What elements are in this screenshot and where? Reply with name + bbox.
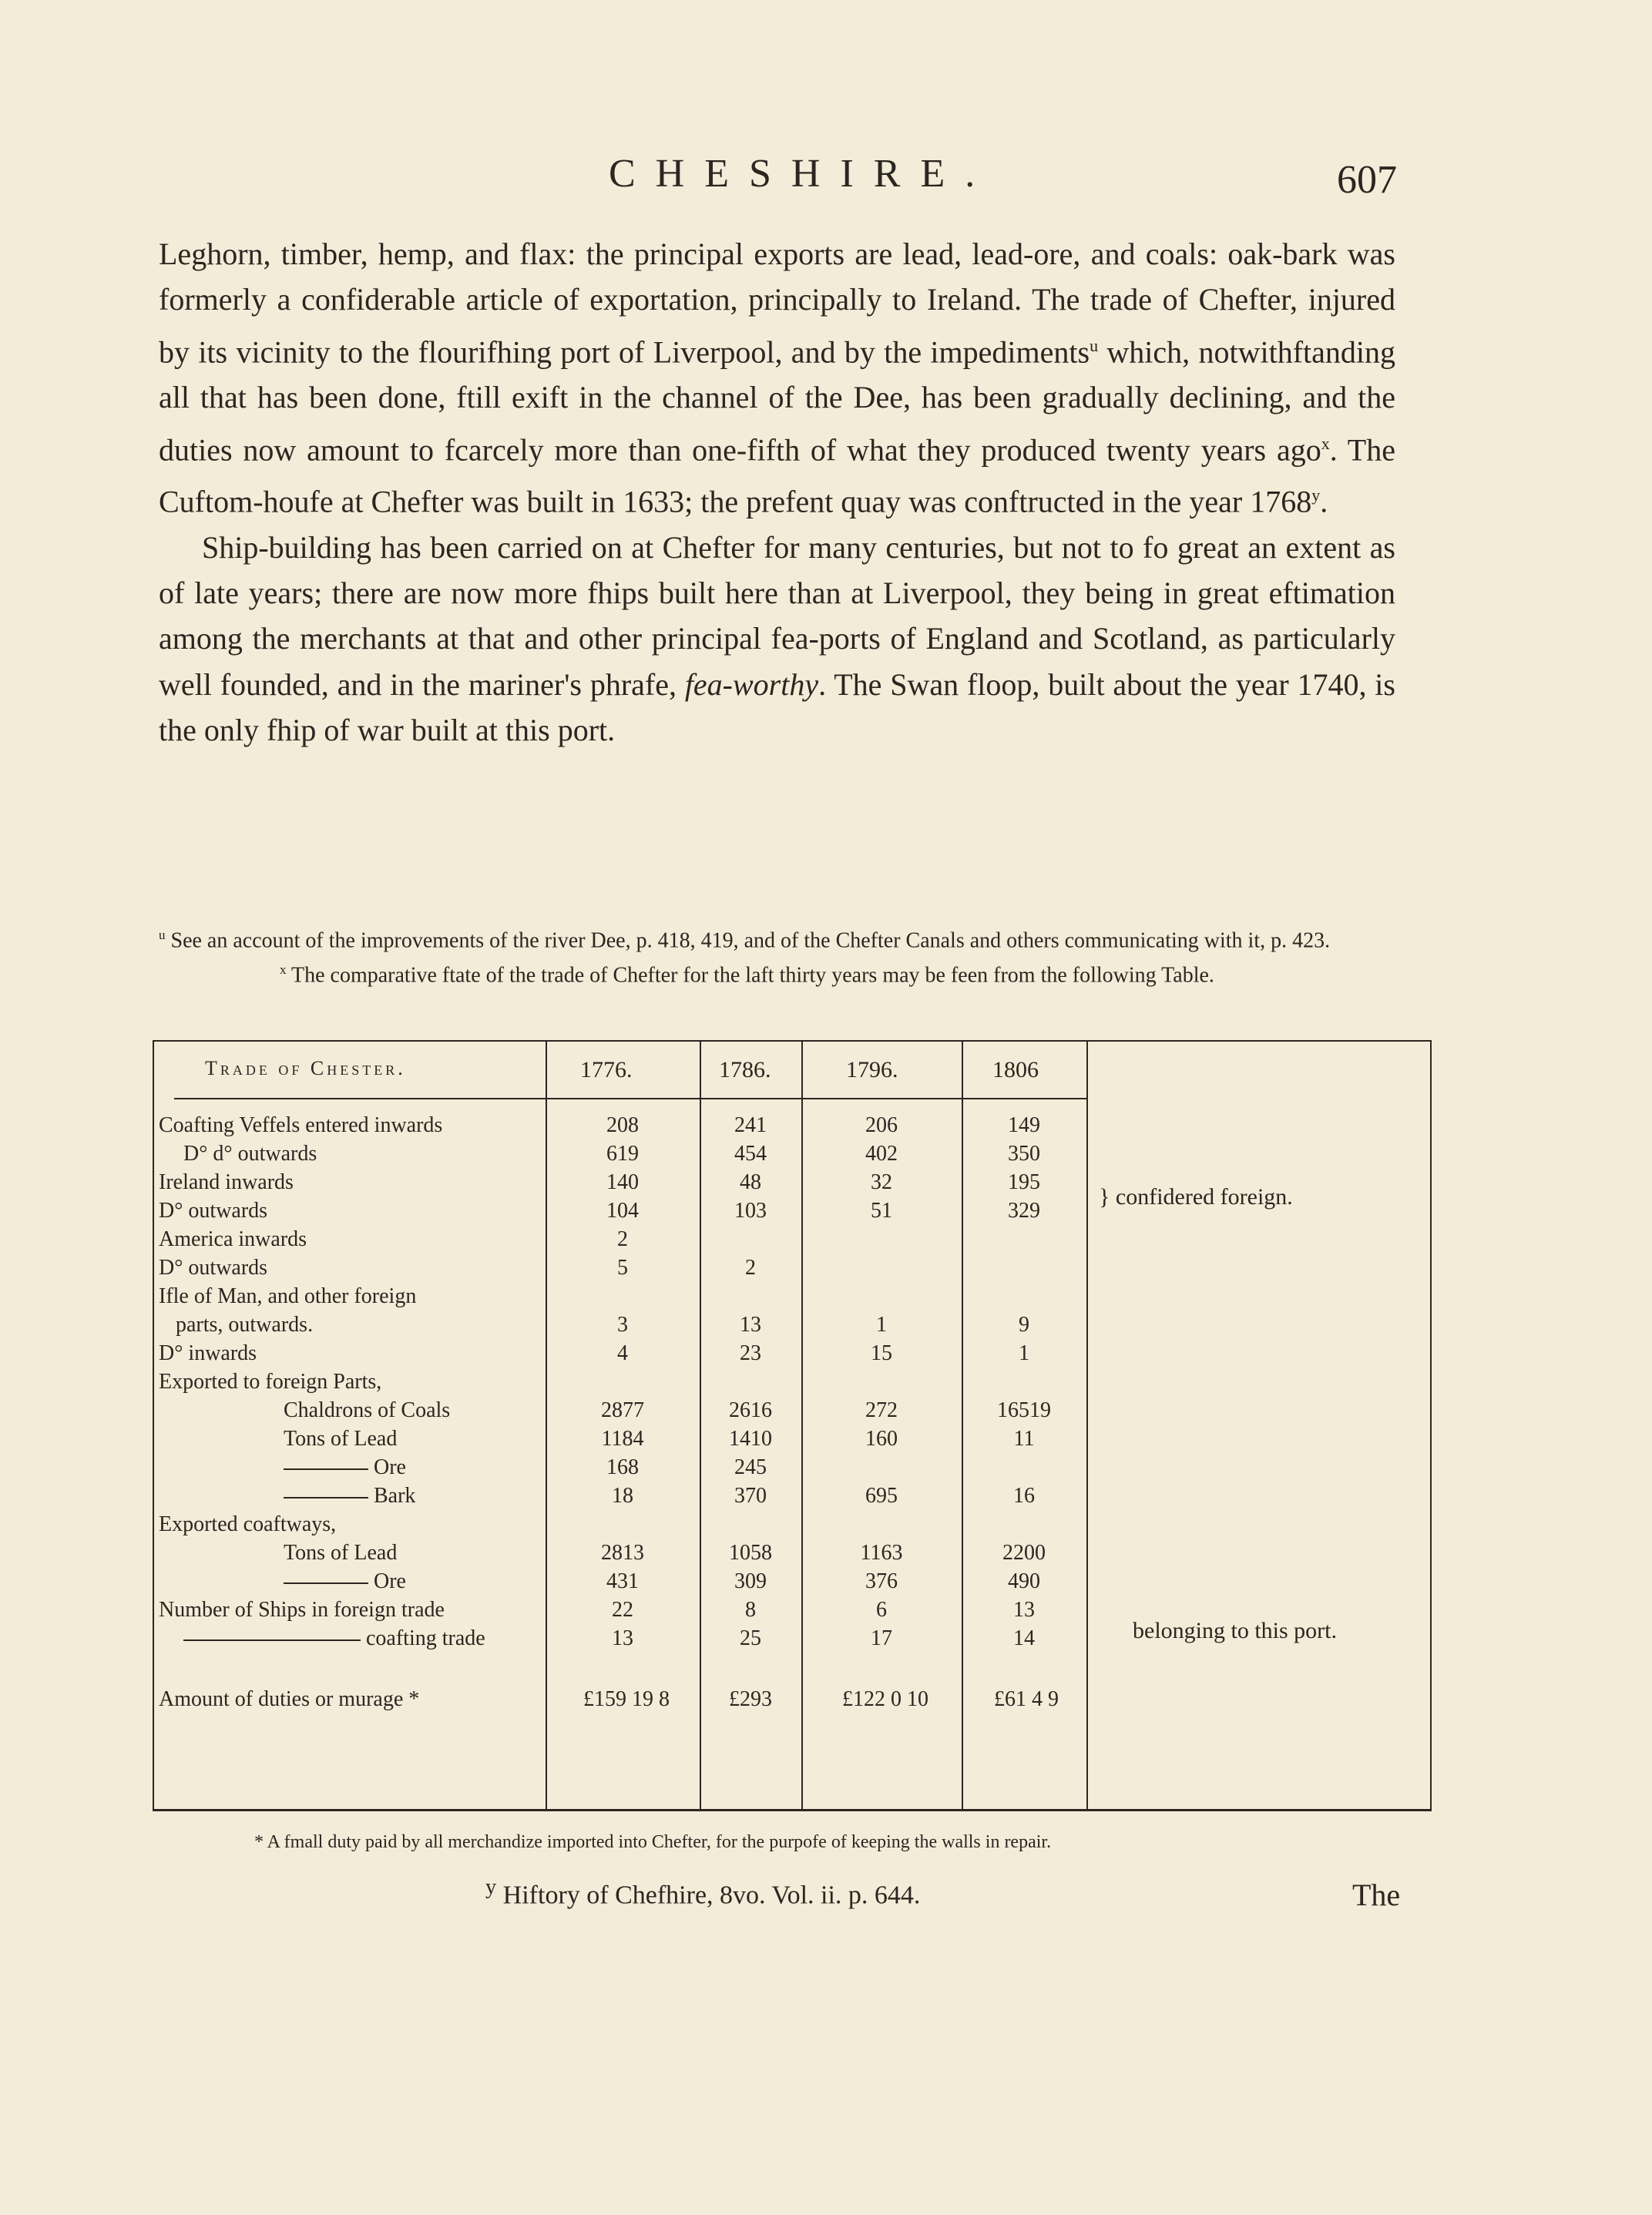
- running-title: CHESHIRE.: [609, 152, 996, 196]
- cell: 149: [1008, 1113, 1040, 1137]
- table-left-rule: [153, 1040, 154, 1811]
- cell: 2813: [601, 1541, 644, 1565]
- cell: £61 4 9: [994, 1687, 1059, 1711]
- row-label: Ireland inwards: [159, 1170, 294, 1194]
- row-label-text: Ore: [374, 1455, 406, 1479]
- year-1776: 1776.: [580, 1057, 633, 1082]
- cell: 168: [606, 1455, 639, 1479]
- paragraph-2-part-b: . The Swan floop, built about the year 1740, is the only fhip of war built at this port.: [159, 666, 1395, 747]
- note-belonging-to-port: belonging to this port.: [1133, 1618, 1337, 1643]
- footnote-y-text: Hiftory of Chefhire, 8vo. Vol. ii. p. 644.: [502, 1881, 921, 1910]
- header-rule: [174, 1098, 1086, 1099]
- cell: 16519: [997, 1398, 1051, 1422]
- ditto-rule: [284, 1582, 368, 1584]
- trade-table: [153, 1040, 1432, 1811]
- cell: 206: [865, 1113, 898, 1137]
- cell: 140: [606, 1170, 639, 1194]
- row-label-text: Bark: [374, 1484, 416, 1508]
- row-label: D° outwards: [159, 1199, 268, 1223]
- paragraph-1-part-b: which, notwithftanding all that has been done, ftill exift in the channel of the Dee, has been gradually declining, and the duties now amount to fcarcely more than one-fifth of what they produced twenty years ago: [159, 334, 1396, 467]
- row-label: Coafting Veffels entered inwards: [159, 1113, 443, 1137]
- row-label: Tons of Lead: [284, 1541, 398, 1565]
- row-label: Ifle of Man, and other foreign: [159, 1284, 417, 1308]
- cell: 8: [745, 1598, 756, 1622]
- cell: 15: [871, 1341, 892, 1365]
- cell: 370: [734, 1484, 767, 1508]
- cell: 2616: [729, 1398, 772, 1422]
- page-number: 607: [1337, 158, 1397, 202]
- cell: 25: [740, 1626, 761, 1650]
- cell: 5: [617, 1256, 628, 1280]
- cell: 245: [734, 1455, 767, 1479]
- cell: 431: [606, 1569, 639, 1593]
- row-label: [284, 1484, 415, 1509]
- ditto-rule: [284, 1468, 368, 1470]
- paragraph-2-italic: fea-worthy: [684, 666, 819, 702]
- cell: 4: [617, 1341, 628, 1365]
- cell: 17: [871, 1626, 892, 1650]
- cell: 272: [865, 1398, 898, 1422]
- cell: 22: [612, 1598, 633, 1622]
- row-label: America inwards: [159, 1227, 307, 1251]
- footnote-mark-u: u: [1090, 335, 1099, 355]
- cell: 23: [740, 1341, 761, 1365]
- cell: 1184: [601, 1427, 644, 1451]
- row-label: D° d° outwards: [183, 1142, 317, 1166]
- row-label-text: Ore: [374, 1569, 406, 1593]
- cell: 195: [1008, 1170, 1040, 1194]
- cell: 160: [865, 1427, 898, 1451]
- cell: 208: [606, 1113, 639, 1137]
- row-label: D° outwards: [159, 1256, 268, 1280]
- table-bottom-rule: [153, 1809, 1432, 1811]
- row-label: [284, 1569, 406, 1594]
- footnote-u-text: See an account of the improvements of the river Dee, p. 418, 419, and of the Chefter Canals and others communicating with it, p. 423.: [170, 928, 1331, 953]
- year-1796: 1796.: [846, 1057, 898, 1082]
- row-label-text: coafting trade: [366, 1626, 485, 1650]
- row-label: [284, 1455, 406, 1480]
- cell: 241: [734, 1113, 767, 1137]
- paragraph-1-part-a: Leghorn, timber, hemp, and flax: the principal exports are lead, lead-ore, and coals: oak-bark was formerly a confiderable article of exportation, principally to Ireland. The trade of Chefter, injured by its vicinity to the flourifhing port of Liverpool, and by the impediments: [159, 237, 1395, 369]
- row-label: Amount of duties or murage *: [159, 1687, 420, 1711]
- paragraph-1: [159, 231, 1395, 525]
- cell: 9: [1019, 1313, 1029, 1337]
- paragraph-1-part-c: . The Cuftom-houfe at Chefter was built in 1633; the prefent quay was conftructed in the year 1768: [159, 431, 1395, 519]
- cell: 11: [1013, 1427, 1035, 1451]
- cell: 1058: [729, 1541, 772, 1565]
- cell: 1: [876, 1313, 887, 1337]
- footnote-x-mark: x: [280, 962, 287, 978]
- footnote-mark-y: y: [1311, 485, 1321, 505]
- cell: 1163: [860, 1541, 903, 1565]
- cell: 1410: [729, 1427, 772, 1451]
- col-rule-4: [962, 1040, 963, 1811]
- cell: 51: [871, 1199, 892, 1223]
- cell: 695: [865, 1484, 898, 1508]
- row-label: Tons of Lead: [284, 1427, 398, 1451]
- cell: 2200: [1002, 1541, 1046, 1565]
- cell: 3: [617, 1313, 628, 1337]
- cell: 1: [1019, 1341, 1029, 1365]
- cell: 14: [1013, 1626, 1035, 1650]
- col-rule-1: [546, 1040, 547, 1811]
- ditto-rule: [284, 1497, 368, 1498]
- catchword: The: [1352, 1878, 1401, 1912]
- row-label: Chaldrons of Coals: [284, 1398, 451, 1422]
- cell: 16: [1013, 1484, 1035, 1508]
- cell: 350: [1008, 1142, 1040, 1166]
- cell: 6: [876, 1598, 887, 1622]
- paragraph-2-part-a: Ship-building has been carried on at Chefter for many centuries, but not to fo great an extent as of late years; there are now more fhips built here than at Liverpool, they being in great eftimation among the merchants at that and other principal fea-ports of England and Scotland, as particularly well founded, and in the mariner's phrafe,: [159, 529, 1395, 702]
- cell: 329: [1008, 1199, 1040, 1223]
- main-text: [159, 231, 1395, 753]
- cell: 103: [734, 1199, 767, 1223]
- row-label: Number of Ships in foreign trade: [159, 1598, 445, 1622]
- col-rule-3: [801, 1040, 803, 1811]
- cell: 104: [606, 1199, 639, 1223]
- row-label: Exported to foreign Parts,: [159, 1370, 382, 1394]
- cell: 376: [865, 1569, 898, 1593]
- footnote-mark-x: x: [1321, 433, 1330, 453]
- row-label: Exported coaftways,: [159, 1512, 337, 1536]
- cell: 48: [740, 1170, 761, 1194]
- footnote-x-text: The comparative ftate of the trade of Chefter for the laft thirty years may be feen from the following Table.: [291, 963, 1214, 988]
- cell: £122 0 10: [842, 1687, 928, 1711]
- row-label: D° inwards: [159, 1341, 257, 1365]
- year-1786: 1786.: [719, 1057, 771, 1082]
- footnote-u-mark: u: [159, 928, 166, 942]
- murage-footnote: * A fmall duty paid by all merchandize imported into Chefter, for the purpofe of keeping the walls in repair.: [254, 1832, 1052, 1852]
- paragraph-1-part-d: .: [1320, 484, 1328, 519]
- cell: 2: [745, 1256, 756, 1280]
- row-label: [183, 1626, 485, 1651]
- cell: 18: [612, 1484, 633, 1508]
- col-rule-5: [1086, 1040, 1088, 1811]
- year-1806: 1806: [992, 1057, 1039, 1082]
- cell: 2877: [601, 1398, 644, 1422]
- bottom-notes: [254, 1832, 1410, 1910]
- cell: 13: [612, 1626, 633, 1650]
- table-top-rule: [153, 1040, 1432, 1042]
- paragraph-2: [159, 525, 1395, 753]
- cell: 454: [734, 1142, 767, 1166]
- footnote-y-mark: y: [485, 1875, 497, 1899]
- col-rule-2: [700, 1040, 701, 1811]
- note-considered-foreign: } confidered foreign.: [1099, 1184, 1293, 1210]
- cell: 309: [734, 1569, 767, 1593]
- cell: 402: [865, 1142, 898, 1166]
- row-label: parts, outwards.: [176, 1313, 314, 1337]
- cell: 13: [740, 1313, 761, 1337]
- cell: 13: [1013, 1598, 1035, 1622]
- ditto-rule: [183, 1639, 361, 1641]
- cell: 32: [871, 1170, 892, 1194]
- table-right-rule: [1430, 1040, 1432, 1811]
- footnotes: [159, 921, 1395, 991]
- cell: 619: [606, 1142, 639, 1166]
- cell: 2: [617, 1227, 628, 1251]
- cell: 490: [1008, 1569, 1040, 1593]
- cell: £159 19 8: [583, 1687, 670, 1711]
- page-header: [0, 151, 1652, 205]
- table-title: Trade of Chester.: [205, 1057, 406, 1079]
- footnote-y: [485, 1875, 920, 1910]
- cell: £293: [729, 1687, 772, 1711]
